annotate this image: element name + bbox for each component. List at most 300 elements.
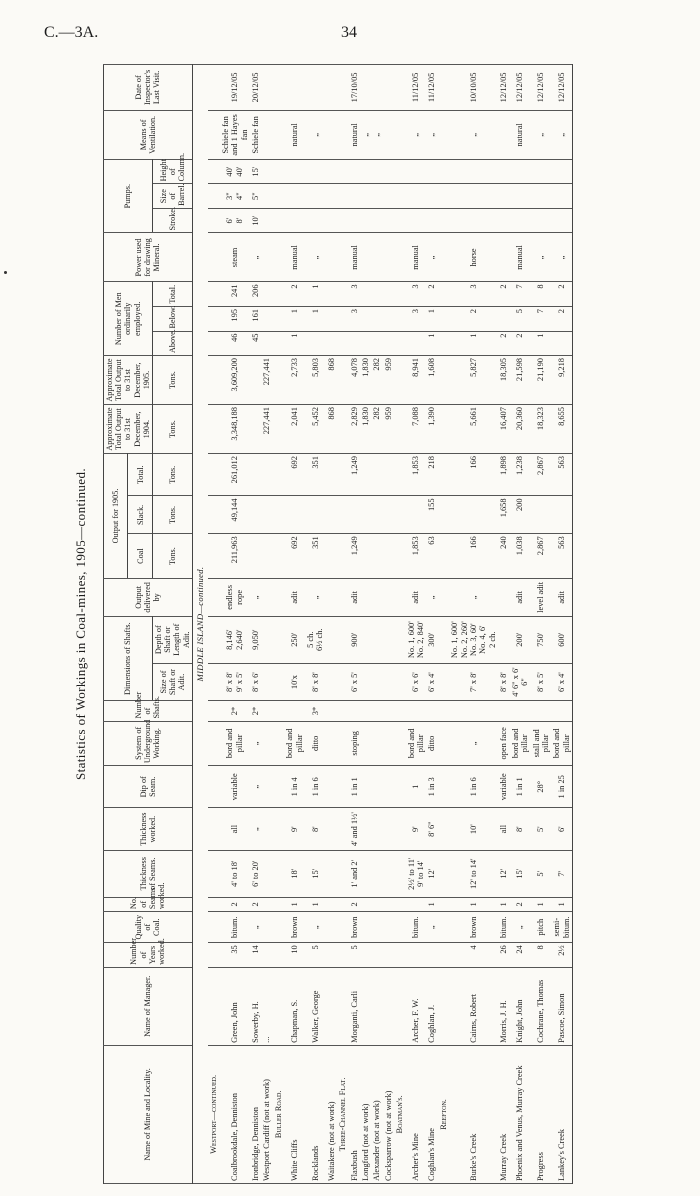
cell-mtot: 2: [284, 282, 305, 307]
cell-o1904: 227,441: [261, 405, 272, 454]
cell-slack: [449, 496, 498, 534]
cell-years: [383, 943, 394, 968]
empty-cell: [208, 496, 219, 534]
empty-cell: [394, 233, 405, 282]
cell-manager: ...: [261, 967, 272, 1045]
empty-cell: [337, 496, 348, 534]
cell-delivered: [326, 578, 337, 616]
cell-quality: [326, 912, 337, 943]
cell-quality: bitum.: [220, 912, 250, 943]
cell-worked: 9': [284, 808, 305, 850]
empty-cell: [438, 701, 449, 721]
empty-cell: [208, 65, 219, 111]
cell-stroke: [426, 208, 437, 233]
cell-no: 1: [551, 897, 572, 911]
cell-system: stall and pillar: [531, 721, 552, 766]
empty-cell: [273, 331, 284, 356]
empty-cell: [438, 331, 449, 356]
cell-system: stoping: [349, 721, 360, 766]
cell-no: 1: [305, 897, 326, 911]
cell-shafts: 3*: [305, 701, 326, 721]
col-out1905: Approximate Total Output to 31st December, 1905.: [104, 356, 153, 405]
empty-cell: [337, 943, 348, 968]
cell-above: 2: [498, 331, 509, 356]
cell-column: [261, 159, 272, 184]
cell-size: 8' x 6': [250, 663, 261, 701]
cell-barrel: 3" 4": [220, 184, 250, 209]
cell-o1905: 1,608: [426, 356, 437, 405]
cell-shafts: [284, 701, 305, 721]
cell-delivered: „: [250, 578, 261, 616]
cell-barrel: [510, 184, 531, 209]
empty-cell: [438, 912, 449, 943]
cell-vent: „: [371, 110, 382, 159]
cell-slack: [284, 496, 305, 534]
cell-slack: [326, 496, 337, 534]
cell-vent: „: [406, 110, 427, 159]
cell-worked: 8': [510, 808, 531, 850]
table-row: [305, 65, 326, 1184]
empty-cell: [337, 65, 348, 111]
cell-o1905: 8,941: [406, 356, 427, 405]
cell-size: 4' 6" x 6' 6": [510, 663, 531, 701]
empty-cell: [438, 721, 449, 766]
cell-o1905: [250, 356, 261, 405]
table-row: [220, 65, 250, 1184]
cell-mine: Coalbrookdale, Denniston: [220, 1045, 250, 1183]
cell-column: [349, 159, 360, 184]
unit-tons: Tons.: [152, 534, 192, 579]
cell-delivered: [498, 578, 509, 616]
cell-size: 10'x: [284, 663, 305, 701]
empty-cell: [208, 616, 219, 663]
col-out1904: Approximate Total Output to 31st December, 1904.: [104, 405, 153, 454]
cell-column: [498, 159, 509, 184]
cell-coal: 351: [305, 534, 326, 579]
cell-mtot: 241: [220, 282, 250, 307]
cell-stroke: [305, 208, 326, 233]
empty-cell: [208, 454, 219, 496]
cell-depth: 8,146' 2,640': [220, 616, 250, 663]
cell-mine: Alexander (not at work): [371, 1045, 382, 1183]
cell-depth: [326, 616, 337, 663]
cell-size: 8' x 8': [305, 663, 326, 701]
cell-years: [360, 943, 371, 968]
cell-below: 2: [449, 307, 498, 332]
cell-shafts: [261, 701, 272, 721]
cell-power: „: [551, 233, 572, 282]
empty-cell: [337, 808, 348, 850]
cell-visit: 12/12/05: [551, 65, 572, 111]
cell-vent: „: [360, 110, 371, 159]
cell-mtot: 206: [250, 282, 261, 307]
cell-depth: 9,050': [250, 616, 261, 663]
cell-worked: 6': [551, 808, 572, 850]
cell-column: [531, 159, 552, 184]
cell-o1904: 959: [383, 405, 394, 454]
cell-shafts: [531, 701, 552, 721]
cell-no: [261, 897, 272, 911]
cell-column: 40' 40': [220, 159, 250, 184]
cell-years: 5: [305, 943, 326, 968]
table-row: [406, 65, 427, 1184]
cell-coal: [250, 534, 261, 579]
cell-o1905: 21,598: [510, 356, 531, 405]
empty-cell: [394, 184, 405, 209]
empty-cell: [394, 912, 405, 943]
empty-cell: [337, 721, 348, 766]
empty-cell: [438, 496, 449, 534]
cell-slack: 155: [426, 496, 437, 534]
cell-above: 1: [284, 331, 305, 356]
cell-o1905: 959: [383, 356, 394, 405]
cell-o1904: 5,452: [305, 405, 326, 454]
empty-cell: [273, 766, 284, 808]
cell-vent: Schiele fan: [250, 110, 261, 159]
table-row: [349, 65, 360, 1184]
cell-stroke: [261, 208, 272, 233]
cell-delivered: [360, 578, 371, 616]
cell-visit: [261, 65, 272, 111]
empty-cell: [273, 159, 284, 184]
cell-shafts: [551, 701, 572, 721]
cell-total: 261,012: [220, 454, 250, 496]
cell-size: 6' x 6': [406, 663, 427, 701]
cell-shafts: [406, 701, 427, 721]
cell-worked: 5': [531, 808, 552, 850]
cell-barrel: [426, 184, 437, 209]
empty-cell: [337, 701, 348, 721]
cell-power: [326, 233, 337, 282]
table-row: [383, 65, 394, 1184]
empty-cell: [208, 766, 219, 808]
cell-no: 1: [426, 897, 437, 911]
empty-cell: [273, 356, 284, 405]
cell-below: [383, 307, 394, 332]
cell-dip: [326, 766, 337, 808]
empty-cell: [394, 159, 405, 184]
cell-quality: bitum.: [406, 912, 427, 943]
cell-years: 24: [510, 943, 531, 968]
empty-cell: [438, 184, 449, 209]
cell-barrel: [498, 184, 509, 209]
col-delivered: Output delivered by: [104, 578, 193, 616]
cell-slack: [349, 496, 360, 534]
empty-cell: [337, 912, 348, 943]
cell-mtot: [360, 282, 371, 307]
empty-cell: [273, 184, 284, 209]
cell-manager: Pascoe, Simon: [551, 967, 572, 1045]
cell-dip: 1 in 1: [349, 766, 360, 808]
empty-cell: [394, 766, 405, 808]
cell-barrel: [531, 184, 552, 209]
cell-o1904: 8,655: [551, 405, 572, 454]
cell-shafts: 2*: [220, 701, 250, 721]
district-name: Three-Channel Flat.: [337, 1045, 348, 1183]
cell-visit: [371, 65, 382, 111]
cell-above: [406, 331, 427, 356]
empty-cell: [208, 331, 219, 356]
empty-cell: [337, 578, 348, 616]
col-dimensions: Dimensions of Shafts.: [104, 616, 153, 701]
empty-cell: [337, 159, 348, 184]
cell-stroke: [383, 208, 394, 233]
cell-below: 1: [284, 307, 305, 332]
cell-column: [360, 159, 371, 184]
cell-thick: 5': [531, 850, 552, 897]
cell-column: [284, 159, 305, 184]
cell-visit: [383, 65, 394, 111]
cell-o1905: 227,441: [261, 356, 272, 405]
cell-thick: [360, 850, 371, 897]
empty-cell: [273, 850, 284, 897]
cell-power: [383, 233, 394, 282]
empty-cell: [273, 721, 284, 766]
empty-cell: [394, 405, 405, 454]
cell-visit: 11/12/05: [406, 65, 427, 111]
cell-years: [426, 943, 437, 968]
cell-total: 692: [284, 454, 305, 496]
cell-mine: Lankey's Creek: [551, 1045, 572, 1183]
cell-size: [326, 663, 337, 701]
cell-thick: 12': [426, 850, 437, 897]
running-head-left: C.—3A.: [44, 24, 99, 41]
empty-cell: [394, 356, 405, 405]
cell-quality: bitum.: [498, 912, 509, 943]
empty-cell: [394, 850, 405, 897]
empty-cell: [394, 808, 405, 850]
cell-o1904: 7,088: [406, 405, 427, 454]
empty-cell: [273, 405, 284, 454]
cell-below: [326, 307, 337, 332]
cell-o1904: 1,390: [426, 405, 437, 454]
empty-cell: [208, 701, 219, 721]
empty-cell: [438, 534, 449, 579]
cell-slack: 49,144: [220, 496, 250, 534]
cell-years: 5: [349, 943, 360, 968]
cell-slack: [305, 496, 326, 534]
cell-column: [383, 159, 394, 184]
cell-above: [261, 331, 272, 356]
col-no-seams: No. of Seams worked.: [104, 897, 193, 911]
cell-thick: [261, 850, 272, 897]
col-output1905: Output for 1905.: [104, 454, 128, 579]
cell-o1905: 868: [326, 356, 337, 405]
cell-visit: 12/12/05: [498, 65, 509, 111]
cell-vent: [383, 110, 394, 159]
cell-o1905: 5,827: [449, 356, 498, 405]
cell-quality: [261, 912, 272, 943]
cell-worked: [326, 808, 337, 850]
cell-power: manual: [406, 233, 427, 282]
cell-stroke: [498, 208, 509, 233]
cell-visit: [360, 65, 371, 111]
empty-cell: [394, 897, 405, 911]
cell-no: 2: [349, 897, 360, 911]
cell-below: 5: [510, 307, 531, 332]
cell-quality: „: [426, 912, 437, 943]
empty-cell: [394, 331, 405, 356]
cell-delivered: „: [426, 578, 437, 616]
cell-column: [305, 159, 326, 184]
cell-no: [360, 897, 371, 911]
cell-mine: Rocklands: [305, 1045, 326, 1183]
cell-size: 8' x 5': [531, 663, 552, 701]
cell-below: 3: [406, 307, 427, 332]
cell-mtot: 2: [498, 282, 509, 307]
cell-total: 563: [551, 454, 572, 496]
cell-power: [360, 233, 371, 282]
cell-manager: [371, 967, 382, 1045]
cell-dip: variable: [498, 766, 509, 808]
cell-power: [261, 233, 272, 282]
cell-depth: 5 ch. 6½ ch.: [305, 616, 326, 663]
empty-cell: [208, 282, 219, 307]
empty-cell: [273, 65, 284, 111]
empty-cell: [337, 897, 348, 911]
cell-below: 7: [531, 307, 552, 332]
cell-no: 2: [220, 897, 250, 911]
cell-slack: [531, 496, 552, 534]
cell-thick: 2½' to 11' 9' to 14': [406, 850, 427, 897]
cell-coal: [383, 534, 394, 579]
cell-size: 8' x 8': [498, 663, 509, 701]
cell-below: 1: [305, 307, 326, 332]
cell-mtot: 3: [449, 282, 498, 307]
cell-shafts: [426, 701, 437, 721]
cell-dip: [360, 766, 371, 808]
district-name: Reefton.: [438, 1045, 449, 1183]
cell-barrel: [261, 184, 272, 209]
empty-cell: [273, 454, 284, 496]
cell-system: bord and pillar: [551, 721, 572, 766]
cell-vent: [326, 110, 337, 159]
cell-stroke: [360, 208, 371, 233]
cell-worked: 10': [449, 808, 498, 850]
cell-barrel: [305, 184, 326, 209]
cell-below: 1: [426, 307, 437, 332]
empty-cell: [337, 282, 348, 307]
cell-column: [551, 159, 572, 184]
cell-mine: Ironbridge, Denniston: [250, 1045, 261, 1183]
cell-vent: „: [531, 110, 552, 159]
cell-delivered: adit: [510, 578, 531, 616]
empty-cell: [337, 663, 348, 701]
cell-dip: 1 in 25: [551, 766, 572, 808]
cell-stroke: 6' 8': [220, 208, 250, 233]
cell-slack: [551, 496, 572, 534]
empty-cell: [394, 454, 405, 496]
empty-cell: [273, 943, 284, 968]
empty-cell: [208, 159, 219, 184]
cell-total: 1,238: [510, 454, 531, 496]
cell-total: 1,853: [406, 454, 427, 496]
cell-no: [383, 897, 394, 911]
cell-above: 1: [531, 331, 552, 356]
cell-depth: 750': [531, 616, 552, 663]
cell-delivered: adit: [349, 578, 360, 616]
col-ventilation: Means of Ventilation.: [104, 110, 193, 159]
cell-delivered: „: [449, 578, 498, 616]
cell-mine: Murray Creek: [498, 1045, 509, 1183]
cell-o1905: 4,078: [349, 356, 360, 405]
cell-barrel: 5": [250, 184, 261, 209]
district-row: [438, 65, 449, 1184]
cell-total: 2,867: [531, 454, 552, 496]
empty-cell: [337, 967, 348, 1045]
cell-barrel: [406, 184, 427, 209]
empty-cell: [394, 282, 405, 307]
empty-cell: [337, 110, 348, 159]
cell-power: [498, 233, 509, 282]
district-name: Westport—continued.: [208, 1045, 219, 1183]
cell-dip: [371, 766, 382, 808]
cell-stroke: [449, 208, 498, 233]
empty-cell: [208, 808, 219, 850]
cell-visit: [326, 65, 337, 111]
cell-mtot: 2: [426, 282, 437, 307]
cell-quality: [383, 912, 394, 943]
cell-power: manual: [349, 233, 360, 282]
cell-delivered: adit: [284, 578, 305, 616]
cell-manager: Sowerby, H.: [250, 967, 261, 1045]
district-row: [337, 65, 348, 1184]
empty-cell: [394, 721, 405, 766]
page-number: 34: [341, 24, 357, 41]
cell-quality: brown: [349, 912, 360, 943]
cell-worked: [371, 808, 382, 850]
cell-mine: Waitakere (not at work): [326, 1045, 337, 1183]
empty-cell: [438, 307, 449, 332]
cell-quality: pitch: [531, 912, 552, 943]
empty-cell: [208, 110, 219, 159]
cell-depth: 250': [284, 616, 305, 663]
cell-shafts: 2*: [250, 701, 261, 721]
col-column-height: Height of Column.: [152, 159, 192, 184]
table-row: [360, 65, 371, 1184]
unit-tons: Tons.: [152, 496, 192, 534]
cell-o1905: 21,190: [531, 356, 552, 405]
cell-manager: Archer, F. W.: [406, 967, 427, 1045]
cell-system: [261, 721, 272, 766]
empty-cell: [438, 405, 449, 454]
cell-power: „: [250, 233, 261, 282]
empty-cell: [273, 534, 284, 579]
cell-worked: [383, 808, 394, 850]
col-shaft-size: Size of Shaft or Adit.: [152, 663, 192, 701]
cell-thick: [371, 850, 382, 897]
cell-o1905: 282: [371, 356, 382, 405]
cell-vent: natural: [284, 110, 305, 159]
cell-thick: 4' to 18': [220, 850, 250, 897]
cell-visit: 11/12/05: [426, 65, 437, 111]
cell-manager: Walker, George: [305, 967, 326, 1045]
cell-dip: 1 in 1: [510, 766, 531, 808]
cell-o1904: 1,830: [360, 405, 371, 454]
cell-barrel: [551, 184, 572, 209]
empty-cell: [273, 701, 284, 721]
empty-cell: [438, 282, 449, 307]
empty-cell: [208, 897, 219, 911]
cell-delivered: endless rope: [220, 578, 250, 616]
cell-vent: natural: [510, 110, 531, 159]
cell-mtot: [383, 282, 394, 307]
cell-no: [406, 897, 427, 911]
cell-manager: Chapman, S.: [284, 967, 305, 1045]
coal-mines-table: [103, 64, 573, 1184]
cell-worked: 8' 6": [426, 808, 437, 850]
cell-slack: [261, 496, 272, 534]
